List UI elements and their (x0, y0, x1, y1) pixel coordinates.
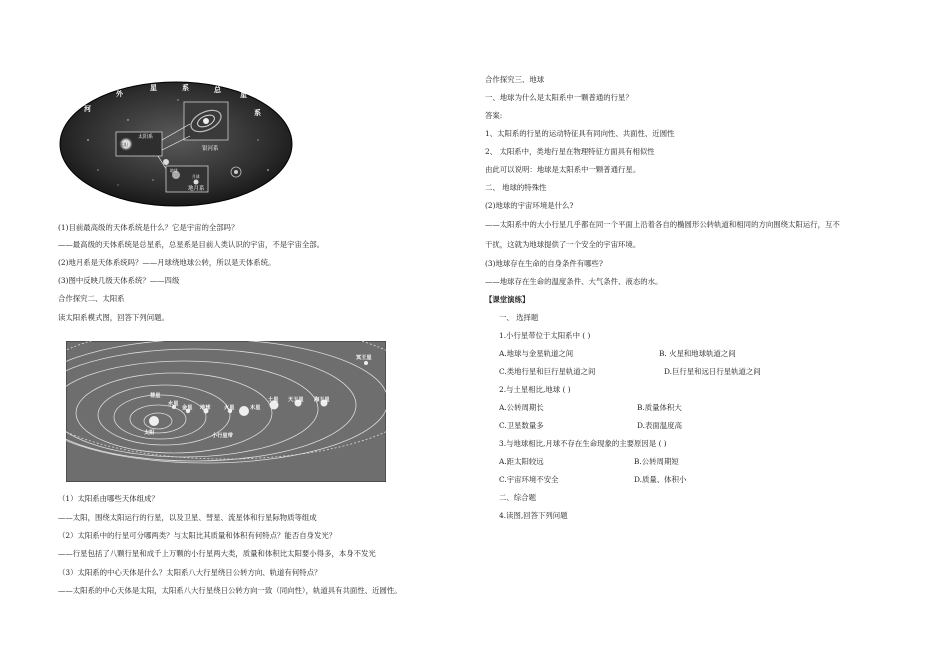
q1-cosmic-question: (1)目前最高级的天体系统是什么？它是宇宙的全部吗？ (58, 223, 239, 232)
label-neptune: 海王星 (314, 397, 330, 403)
env-question: (2)地球的宇宙环境是什么? (485, 201, 574, 210)
solar-figure-bg (66, 341, 386, 482)
mc-q3-option-b: B.公转周期短 (634, 457, 679, 466)
sun-label-small: 太阳 (120, 142, 128, 147)
answer-2: 2、 太阳系中，类地行星在物理特征方面具有相似性 (485, 147, 655, 156)
label-sun: 太阳 (144, 430, 155, 436)
mc-q2: 2.与土星相比,地球 ( ) (499, 385, 571, 394)
a-solar-1: ——太阳，围绕太阳运行的行星，以及卫星、彗星、流星体和行星际物质等组成 (58, 513, 317, 522)
arc-char-5: 总 (214, 86, 221, 94)
label-mercury: 水星 (168, 401, 179, 407)
section-solar-heading: 合作探究二、太阳系 (58, 294, 125, 303)
moon-label-small: 月球 (192, 174, 200, 179)
comprehensive-q4: 4.读图,回答下列问题 (499, 511, 568, 520)
mc-q2-option-a: A.公转周期长 (499, 403, 544, 412)
q-solar-3: （3）太阳系的中心天体是什么？太阳系八大行星绕日公转方向、轨道有何特点？ (58, 568, 322, 577)
earth-label-small: 地球 (170, 168, 178, 173)
answer-label: 答案: (485, 111, 503, 120)
label-mars: 火星 (224, 405, 235, 411)
q3-levels: (3)图中反映几级天体系统？——四级 (58, 276, 180, 285)
label-venus: 金星 (182, 405, 193, 411)
comprehensive-heading: 二、综合题 (499, 493, 536, 502)
arc-char-1: 河 (84, 105, 91, 113)
mc-q3-option-d: D.质量、体积小 (634, 475, 687, 484)
mc-q2-option-b: B.质量体积大 (637, 403, 682, 412)
earth-moon-label: 地月系 (188, 186, 205, 192)
arc-char-6: 星 (240, 91, 247, 99)
galaxy-label: 银河系 (202, 146, 219, 152)
life-answer: ——地球存在生命的温度条件、大气条件、液态的水。 (485, 277, 663, 286)
mc-q2-option-d: D.表面温度高 (637, 421, 682, 430)
earth-q1: 一、地球为什么是太阳系中一颗普通的行星？ (485, 93, 633, 102)
mc-q3-option-a: A.距太阳较远 (499, 457, 544, 466)
label-pluto: 冥王星 (356, 355, 372, 361)
label-asteroids: 小行星带 (212, 433, 233, 439)
choice-heading: 一、 选择题 (499, 313, 539, 322)
env-answer-2: 干扰，这就为地球提供了一个安全的宇宙环境。 (485, 240, 641, 249)
mc-q1: 1.小行星带位于太阳系中 ( ) (499, 331, 591, 340)
mc-q1-option-c: C.类地行星和巨行星轨道之间 (499, 367, 596, 376)
label-uranus: 天王星 (288, 397, 304, 403)
solar-system-label: 太阳系 (138, 134, 154, 140)
q1-cosmic-answer: ——最高级的天体系统是总星系，总星系是目前人类认识的宇宙，不是宇宙全部。 (58, 240, 325, 249)
arc-char-3: 星 (150, 84, 157, 92)
q2-earth-moon: (2)地月系是天体系统吗？——月球绕地球公转，所以是天体系统。 (58, 258, 276, 267)
mc-q3-option-c: C.宇宙环境不安全 (499, 475, 559, 484)
env-answer-1: ——太阳系中的大小行星几乎都在同一个平面上沿着各自的椭圆形公转轨道和相同的方向围绕太阳运行，互不 (485, 220, 840, 229)
practice-heading: 【课堂演练】 (485, 295, 530, 304)
solar-system-figure (66, 341, 386, 482)
label-jupiter: 木星 (250, 405, 261, 411)
mc-q1-option-a: A.地球与金星轨道之间 (499, 349, 574, 358)
a-solar-3: ——太阳系的中心天体是太阳，太阳系八大行星绕日公转方向一致（同向性），轨道具有共面性、近圆性。 (58, 586, 402, 595)
arc-char-4: 系 (182, 84, 189, 92)
life-question: (3)地球存在生命的自身条件有哪些? (485, 259, 603, 268)
a-solar-2: ——行星包括了八颗行星和成千上万颗的小行星两大类，质量和体积比太阳要小得多，本身不发光 (58, 549, 376, 558)
arc-char-2: 外 (116, 90, 123, 98)
sun-dot (149, 416, 159, 426)
mc-q3: 3.与地球相比,月球不存在生命现象的主要原因是 ( ) (499, 439, 667, 448)
answer-1: 1、太阳系的行星的运动特征具有同向性、共面性、近圆性 (485, 129, 675, 138)
mc-q2-option-c: C.卫星数量多 (499, 421, 544, 430)
q-solar-1: （1）太阳系由哪些天体组成？ (58, 494, 159, 503)
special-heading: 二、 地球的特殊性 (485, 183, 547, 192)
label-comet: 彗星 (150, 393, 161, 399)
mc-q1-option-d: D.巨行星和远日行星轨道之间 (664, 367, 761, 376)
label-earth: 地球 (200, 405, 211, 411)
answer-conclusion: 由此可以说明：地球是太阳系中一颗普通行星。 (485, 165, 641, 174)
cosmic-hierarchy-figure (58, 80, 294, 208)
label-saturn: 土星 (268, 397, 279, 403)
q-solar-2: （2）太阳系中的行星可分哪两类？与太阳比其质量和体积有何特点？能否自身发光？ (58, 531, 337, 540)
section-earth-heading: 合作探究三、地球 (485, 75, 545, 84)
arc-char-7: 系 (254, 109, 261, 117)
mc-q1-option-b: B. 火星和地球轨道之间 (659, 349, 736, 358)
read-instruction: 读太阳系模式图，回答下列问题。 (58, 313, 169, 322)
